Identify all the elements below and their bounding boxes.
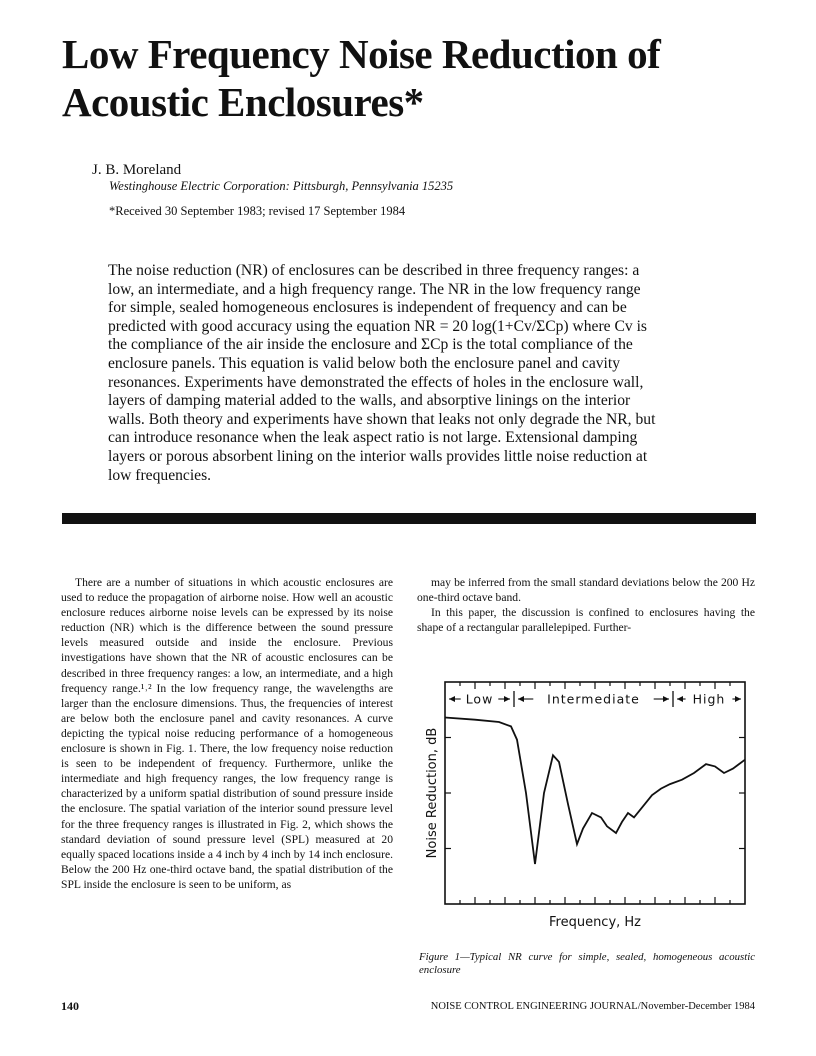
- abstract: The noise reduction (NR) of enclosures can be described in three frequency ranges: a low, an intermediate, and a high frequency range. The NR in the low frequency range for simple, sealed homogeneous enclosures is independent of frequency and can be predicted with good accuracy using the equation NR = 20 log(1+Cv/ΣCp) where Cv is the compliance of the air inside the enclosure and ΣCp is the total compliance of the enclosure panels. This equation is valid below both the enclosure panel and cavity resonances. Experiments have demonstrated the effects of holes in the enclosure wall, layers of damping material added to the walls, and absorptive linings on the interior walls. Both theory and experiments have shown that leaks not only degrade the NR, but can introduce resonance when the leak aspect ratio is not large. Extensional damping layers or porous absorbent lining on the interior walls provides little noise reduction at low frequencies.: [108, 262, 656, 484]
- page-number: 140: [61, 999, 79, 1013]
- received-note: *Received 30 September 1983; revised 17 September 1984: [109, 204, 406, 218]
- body-paragraph: may be inferred from the small standard deviations below the 200 Hz one-third octave band.: [417, 576, 755, 605]
- body-paragraph: There are a number of situations in which acoustic enclosures are used to reduce the propagation of airborne noise. How well an acoustic enclosure reduces airborne noise levels can be expressed by its noise reduction (NR) which is the difference between the sound pressure levels measured outside and inside the enclosure. Previous investigations have shown that the NR of acoustic enclosures can be described in three frequency ranges: a low, an intermediate, and a high frequency range.¹˒² In the low frequency range, the wavelengths are larger than the enclosure dimensions. Thus, the frequencies of interest are below both the enclosure panel and cavity resonances. A curve depicting the typical noise reducing performance of a homogeneous enclosure is shown in Fig. 1. There, the low frequency noise reduction is seen to be independent of frequency. Furthermore, unlike the intermediate and high frequency ranges, the low frequency range is characterized by a uniform spatial distribution of sound pressure inside the enclosure. The spatial variation of the interior sound pressure level for the three frequency ranges is illustrated in Fig. 2, which shows the standard deviation of sound pressure level (SPL) measured at 20 equally spaced locations inside a 4 inch by 4 inch by 14 inch enclosure. Below the 200 Hz one-third octave band, the spatial distribution of the SPL inside the enclosure is seen to be uniform, as: [61, 576, 393, 891]
- range-arrowhead: [677, 696, 683, 702]
- nr-chart: [417, 672, 755, 932]
- figure-caption: Figure 1—Typical NR curve for simple, sealed, homogeneous acoustic enclosure: [419, 951, 755, 976]
- plot-frame: [445, 682, 745, 904]
- figure-1: [417, 672, 755, 932]
- title-line-1: Low Frequency Noise Reduction of: [62, 31, 661, 77]
- x-axis-label: Frequency, Hz: [548, 915, 642, 930]
- author-affiliation: Westinghouse Electric Corporation: Pittsburgh, Pennsylvania 15235: [109, 179, 454, 193]
- frequency-ranges: [449, 691, 741, 707]
- y-axis-label: Noise Reduction, dB: [425, 727, 440, 859]
- range-arrowhead: [663, 696, 669, 702]
- body-column-right: [417, 575, 755, 635]
- body-paragraph: In this paper, the discussion is confined to enclosures having the shape of a rectangular parallelepiped. Further-: [417, 606, 755, 635]
- range-label-intermediate: Intermediate: [547, 691, 640, 707]
- body-column-left: [61, 575, 393, 892]
- range-arrowhead: [449, 696, 455, 702]
- nr-curve-line: [445, 718, 745, 865]
- range-arrowhead: [504, 696, 510, 702]
- range-label-low: Low: [465, 691, 494, 707]
- range-label-high: High: [692, 691, 726, 707]
- range-arrowhead: [735, 696, 741, 702]
- title-line-2: Acoustic Enclosures*: [62, 79, 424, 125]
- range-arrowhead: [518, 696, 524, 702]
- author-name: J. B. Moreland: [92, 162, 182, 178]
- section-divider: [62, 513, 756, 524]
- axis-ticks: [445, 682, 745, 904]
- article-title: [62, 30, 782, 126]
- journal-footer: NOISE CONTROL ENGINEERING JOURNAL/November-December 1984: [430, 1001, 755, 1012]
